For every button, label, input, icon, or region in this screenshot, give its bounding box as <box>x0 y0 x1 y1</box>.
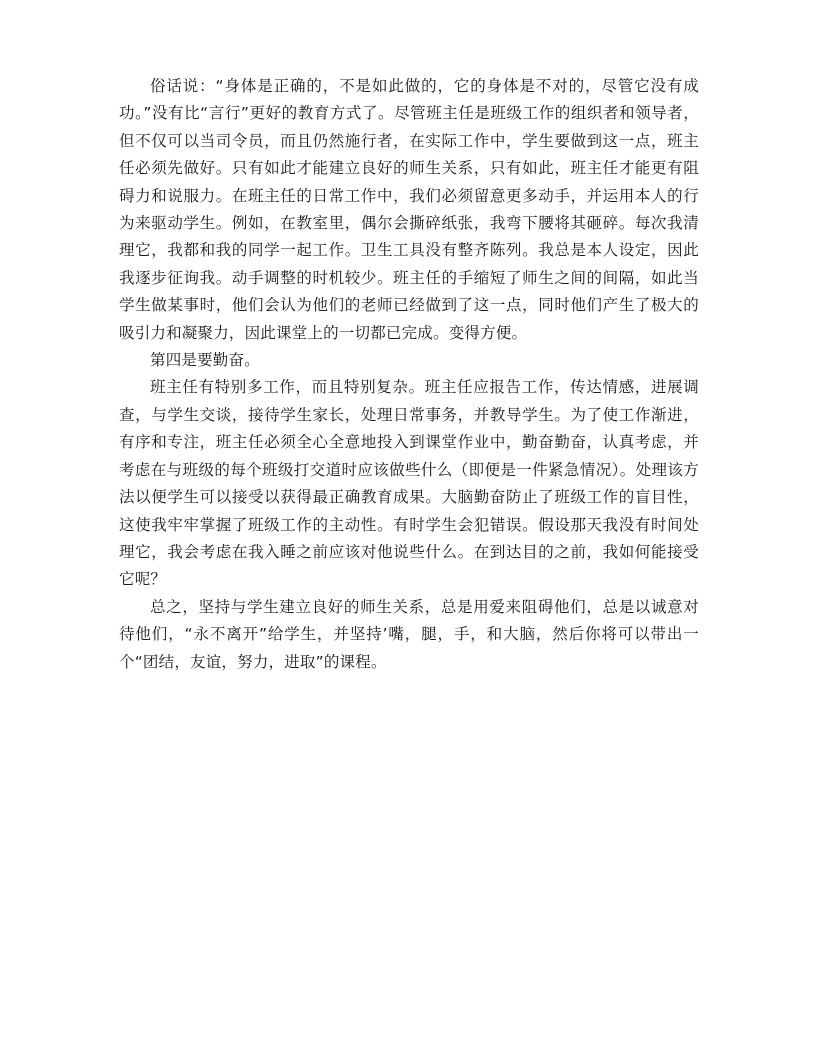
paragraph-3: 班主任有特别多工作，而且特别复杂。班主任应报告工作，传达情感，进展调查，与学生交谈，接待学生家长，处理日常事务，并教导学生。为了使工作渐进，有序和专注，班主任必须全心全意地投入到课堂作业中，勤奋勤奋，认真考虑，并考虑在与班级的每个班级打交道时应该做些什么（即便是一件紧急情况）。处理该方法以便学生可以接受以获得最正确教育成果。大脑勤奋防止了班级工作的盲目性，这使我牢牢掌握了班级工作的主动性。有时学生会犯错误。假设那天我没有时间处理它，我会考虑在我入睡之前应该对他说些什么。在到达目的之前，我如何能接受它呢？ <box>119 378 699 589</box>
paragraph-1: 俗话说：“身体是正确的，不是如此做的，它的身体是不对的，尽管它没有成功。”没有比“言行”更好的教育方式了。尽管班主任是班级工作的组织者和领导者，但不仅可以当司令员，而且仍然施行者，在实际工作中，学生要做到这一点，班主任必须先做好。只有如此才能建立良好的师生关系，只有如此，班主任才能更有阻碍力和说服力。在班主任的日常工作中，我们必须留意更多动手，并运用本人的行为来驱动学生。例如，在教室里，偶尔会撕碎纸张，我弯下腰将其砸碎。每次我清理它，我都和我的同学一起工作。卫生工具没有整齐陈列。我总是本人设定，因此我逐步征询我。动手调整的时机较少。班主任的手缩短了师生之间的间隔，如此当学生做某事时，他们会认为他们的老师已经做到了这一点，同时他们产生了极大的吸引力和凝聚力，因此课堂上的一切都已完成。变得方便。 <box>119 77 699 342</box>
document-body <box>119 73 699 676</box>
paragraph-2: 第四是要勤奋。 <box>150 351 260 370</box>
paragraph-4: 总之，坚持与学生建立良好的师生关系，总是用爱来阻碍他们，总是以诚意对待他们，“永不离开”给学生，并坚持’嘴，腿，手，和大脑，然后你将可以带出一个“团结，友谊，努力，进取”的课程。 <box>119 597 699 671</box>
